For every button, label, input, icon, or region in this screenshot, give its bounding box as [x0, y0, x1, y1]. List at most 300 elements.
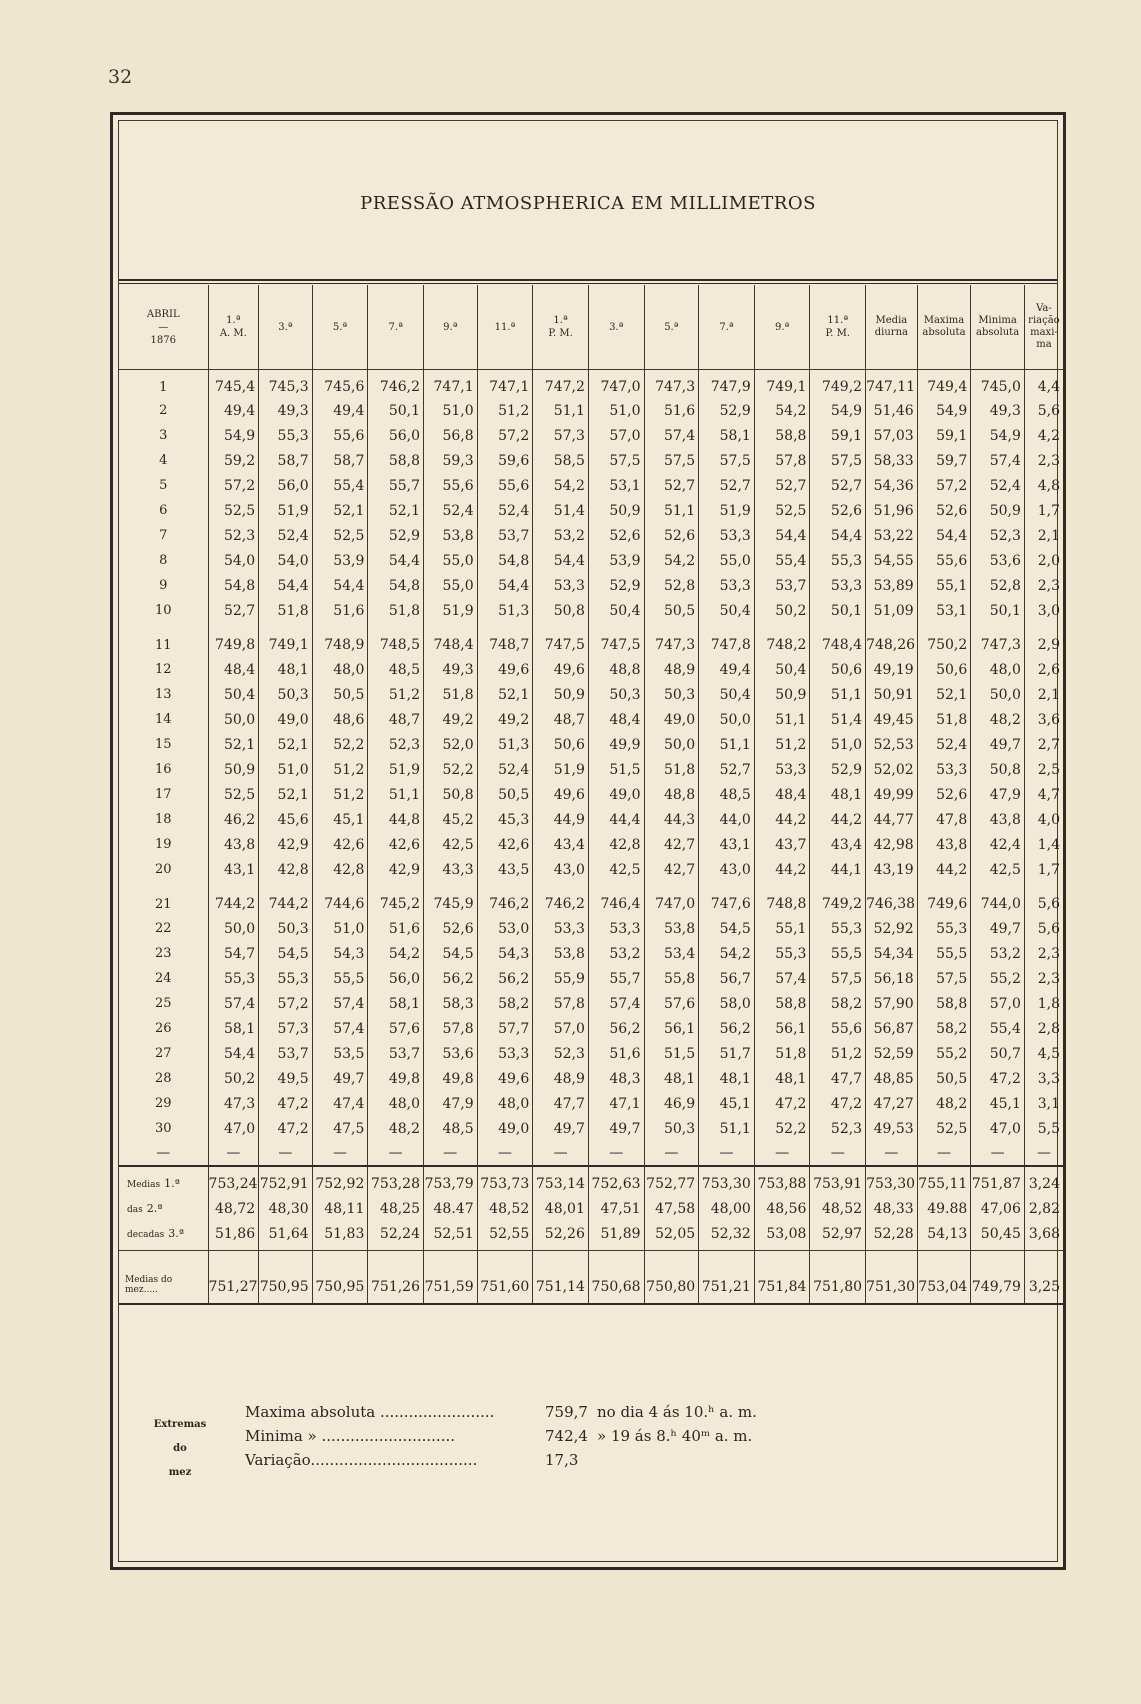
value-cell: 52,1 [208, 732, 259, 757]
value-cell: 53,8 [644, 916, 699, 941]
value-cell: 48,5 [368, 657, 424, 682]
table-row [119, 1116, 1063, 1141]
value-cell: 42,5 [424, 832, 478, 857]
decade-mean-cell: 3,24 [1024, 1166, 1063, 1196]
value-cell: 56,2 [699, 1016, 755, 1041]
value-cell: 745,3 [259, 370, 313, 399]
dash-cell: — [588, 1141, 644, 1166]
value-cell: 50,1 [810, 598, 866, 623]
value-cell: 48,4 [588, 707, 644, 732]
value-cell: 42,6 [368, 832, 424, 857]
value-cell: 747,5 [588, 623, 644, 657]
value-cell: 58,7 [259, 448, 313, 473]
month-mean-cell: 750,95 [312, 1251, 368, 1305]
value-cell: 44,4 [588, 807, 644, 832]
header-1pm [533, 285, 589, 370]
value-cell: 55,0 [699, 548, 755, 573]
value-cell: 5,6 [1024, 882, 1063, 916]
value-cell: 44,1 [810, 857, 866, 882]
value-cell: 52,8 [644, 573, 699, 598]
value-cell: 52,4 [477, 757, 533, 782]
value-cell: 49,0 [588, 782, 644, 807]
value-cell: 52,4 [917, 732, 971, 757]
extreme-var-value: 17,3 [545, 1451, 579, 1469]
value-cell: 50,2 [208, 1066, 259, 1091]
month-mean-label-1: Medias do [125, 1275, 173, 1285]
value-cell: 53,3 [477, 1041, 533, 1066]
value-cell: 56,87 [866, 1016, 918, 1041]
value-cell: 749,1 [259, 623, 313, 657]
value-cell: 57,8 [424, 1016, 478, 1041]
value-cell: 50,6 [533, 732, 589, 757]
value-cell: 53,4 [644, 941, 699, 966]
value-cell: 51,1 [810, 682, 866, 707]
header-media-bottom: diurna [874, 327, 908, 338]
value-cell: 55,9 [533, 966, 589, 991]
table-row [119, 370, 1063, 399]
value-cell: 4,4 [1024, 370, 1063, 399]
value-cell: 47,4 [312, 1091, 368, 1116]
value-cell: 43,0 [699, 857, 755, 882]
value-cell: 53,3 [754, 757, 810, 782]
value-cell: 57,8 [533, 991, 589, 1016]
value-cell: 49,8 [368, 1066, 424, 1091]
dash-cell: — [477, 1141, 533, 1166]
value-cell: 746,2 [533, 882, 589, 916]
value-cell: 53,3 [533, 916, 589, 941]
value-cell: 57,5 [699, 448, 755, 473]
month-mean-cell: 750,68 [588, 1251, 644, 1305]
value-cell: 5,6 [1024, 398, 1063, 423]
value-cell: 47,2 [810, 1091, 866, 1116]
value-cell: 55,6 [917, 548, 971, 573]
value-cell: 49,7 [588, 1116, 644, 1141]
month-mean-label [119, 1251, 208, 1305]
value-cell: 51,1 [368, 782, 424, 807]
value-cell: 55,4 [754, 548, 810, 573]
value-cell: 53,3 [699, 523, 755, 548]
value-cell: 51,1 [699, 1116, 755, 1141]
day-cell: 8 [159, 553, 168, 568]
dash-cell: — [699, 1141, 755, 1166]
value-cell: 57,3 [533, 423, 589, 448]
value-cell: 49,6 [533, 657, 589, 682]
decade-mean-cell: 48,25 [368, 1196, 424, 1221]
header-11pm [810, 285, 866, 370]
value-cell: 55,1 [754, 916, 810, 941]
value-cell: 50,0 [971, 682, 1025, 707]
value-cell: 47,3 [208, 1091, 259, 1116]
value-cell: 56,7 [699, 966, 755, 991]
value-cell: 48,9 [533, 1066, 589, 1091]
value-cell: 42,8 [259, 857, 313, 882]
value-cell: 747,6 [699, 882, 755, 916]
decade-number: 3.ª [168, 1227, 184, 1240]
value-cell: 51,2 [477, 398, 533, 423]
value-cell: 51,1 [699, 732, 755, 757]
value-cell: 50,8 [533, 598, 589, 623]
decade-mean-cell: 48,11 [312, 1196, 368, 1221]
header-1pm-bottom: P. M. [548, 328, 573, 339]
decade-mean-cell: 48,30 [259, 1196, 313, 1221]
month-mean-cell: 3,25 [1024, 1251, 1063, 1305]
value-cell: 47,2 [259, 1116, 313, 1141]
daily-rows [119, 370, 1063, 1142]
value-cell: 50,4 [208, 682, 259, 707]
decade-mean-cell: 752,63 [588, 1166, 644, 1196]
value-cell: 54,5 [424, 941, 478, 966]
header-media [866, 285, 918, 370]
header-1pm-top: 1.ª [553, 315, 568, 326]
value-cell: 50,1 [368, 398, 424, 423]
day-cell: 17 [154, 787, 172, 802]
value-cell: 52,1 [312, 498, 368, 523]
value-cell: 51,6 [368, 916, 424, 941]
month-mean-cell: 751,84 [754, 1251, 810, 1305]
value-cell: 48,6 [312, 707, 368, 732]
value-cell: 747,1 [477, 370, 533, 399]
month-mean-cell: 751,59 [424, 1251, 478, 1305]
header-1am-bottom: A. M. [219, 328, 247, 339]
value-cell: 52,6 [424, 916, 478, 941]
header-5pm: 5.ª [644, 285, 699, 370]
value-cell: 52,7 [208, 598, 259, 623]
header-row [119, 285, 1063, 370]
value-cell: 2,0 [1024, 548, 1063, 573]
dash-cell: — [866, 1141, 918, 1166]
value-cell: 43,0 [533, 857, 589, 882]
value-cell: 58,8 [754, 423, 810, 448]
value-cell: 50,1 [971, 598, 1025, 623]
value-cell: 51,09 [866, 598, 918, 623]
decade-mean-cell: 752,77 [644, 1166, 699, 1196]
value-cell: 50,8 [971, 757, 1025, 782]
value-cell: 42,5 [588, 857, 644, 882]
value-cell: 50,0 [699, 707, 755, 732]
header-variacao [1024, 285, 1063, 370]
day-cell: 28 [154, 1071, 172, 1086]
value-cell: 53,2 [588, 941, 644, 966]
value-cell: 57,5 [810, 448, 866, 473]
value-cell: 50,4 [699, 682, 755, 707]
value-cell: 749,6 [917, 882, 971, 916]
header-year: 1876 [150, 334, 176, 346]
value-cell: 55,5 [312, 966, 368, 991]
value-cell: 52,4 [259, 523, 313, 548]
table-frame [110, 112, 1066, 1570]
value-cell: 57,4 [312, 1016, 368, 1041]
value-cell: 749,2 [810, 882, 866, 916]
value-cell: 45,1 [971, 1091, 1025, 1116]
value-cell: 52,7 [699, 757, 755, 782]
header-dash: — [158, 321, 169, 333]
value-cell: 2,1 [1024, 682, 1063, 707]
value-cell: 749,1 [754, 370, 810, 399]
value-cell: 50,0 [208, 916, 259, 941]
value-cell: 55,6 [477, 473, 533, 498]
value-cell: 748,2 [754, 623, 810, 657]
value-cell: 52,5 [208, 782, 259, 807]
value-cell: 42,5 [971, 857, 1025, 882]
value-cell: 52,1 [259, 732, 313, 757]
value-cell: 49,0 [259, 707, 313, 732]
value-cell: 55,0 [424, 573, 478, 598]
table-row [119, 757, 1063, 782]
value-cell: 45,1 [312, 807, 368, 832]
decade-mean-cell: 753,88 [754, 1166, 810, 1196]
value-cell: 55,3 [259, 966, 313, 991]
value-cell: 52,6 [810, 498, 866, 523]
value-cell: 51,8 [917, 707, 971, 732]
value-cell: 53,3 [588, 916, 644, 941]
value-cell: 51,3 [477, 598, 533, 623]
value-cell: 57,2 [917, 473, 971, 498]
value-cell: 54,2 [533, 473, 589, 498]
value-cell: 58,1 [208, 1016, 259, 1041]
dash-rows [119, 1141, 1063, 1166]
value-cell: 53,3 [917, 757, 971, 782]
value-cell: 52,7 [699, 473, 755, 498]
value-cell: 54,4 [312, 573, 368, 598]
dash-cell: — [424, 1141, 478, 1166]
decade-mean-cell: 50,45 [971, 1221, 1025, 1251]
value-cell: 52,9 [368, 523, 424, 548]
value-cell: 48,8 [644, 782, 699, 807]
value-cell: 59,6 [477, 448, 533, 473]
value-cell: 52,9 [699, 398, 755, 423]
value-cell: 59,1 [917, 423, 971, 448]
value-cell: 53,1 [588, 473, 644, 498]
value-cell: 2,1 [1024, 523, 1063, 548]
value-cell: 49,4 [699, 657, 755, 682]
decade-label-text: das [127, 1205, 143, 1215]
value-cell: 746,2 [368, 370, 424, 399]
value-cell: 47,0 [971, 1116, 1025, 1141]
value-cell: 47,27 [866, 1091, 918, 1116]
value-cell: 44,2 [810, 807, 866, 832]
value-cell: 59,1 [810, 423, 866, 448]
value-cell: 45,1 [699, 1091, 755, 1116]
value-cell: 1,8 [1024, 991, 1063, 1016]
value-cell: 51,2 [368, 682, 424, 707]
value-cell: 48,9 [644, 657, 699, 682]
table-row [119, 1066, 1063, 1091]
month-mean-cell: 751,30 [866, 1251, 918, 1305]
value-cell: 57,0 [588, 423, 644, 448]
value-cell: 747,5 [533, 623, 589, 657]
header-9pm: 9.ª [754, 285, 810, 370]
extremes-label-3: mez [168, 1467, 192, 1478]
title-rule [119, 279, 1057, 281]
value-cell: 57,7 [477, 1016, 533, 1041]
value-cell: 55,3 [810, 548, 866, 573]
value-cell: 48,3 [588, 1066, 644, 1091]
value-cell: 52,1 [477, 682, 533, 707]
value-cell: 49,3 [424, 657, 478, 682]
value-cell: 4,2 [1024, 423, 1063, 448]
value-cell: 745,9 [424, 882, 478, 916]
dash-cell: — [368, 1141, 424, 1166]
day-cell: 29 [154, 1096, 172, 1111]
value-cell: 50,5 [644, 598, 699, 623]
value-cell: 47,8 [917, 807, 971, 832]
value-cell: 55,3 [917, 916, 971, 941]
value-cell: 51,8 [644, 757, 699, 782]
dash-cell: — [119, 1141, 208, 1166]
value-cell: 52,59 [866, 1041, 918, 1066]
value-cell: 42,7 [644, 857, 699, 882]
decade-mean-cell: 49.88 [917, 1196, 971, 1221]
table-row [119, 473, 1063, 498]
value-cell: 50,9 [208, 757, 259, 782]
value-cell: 50,5 [917, 1066, 971, 1091]
value-cell: 58,3 [424, 991, 478, 1016]
header-5am: 5.ª [312, 285, 368, 370]
extremes-label [145, 1413, 215, 1485]
decade-mean-cell: 752,92 [312, 1166, 368, 1196]
table-row [119, 1041, 1063, 1066]
extreme-max-value: 759,7 [545, 1403, 588, 1421]
value-cell: 54,4 [368, 548, 424, 573]
value-cell: 48,1 [699, 1066, 755, 1091]
table-row [119, 916, 1063, 941]
decade-label-cell [119, 1166, 208, 1196]
value-cell: 49,7 [971, 732, 1025, 757]
value-cell: 3,3 [1024, 1066, 1063, 1091]
page-number: 32 [108, 66, 133, 88]
value-cell: 43,7 [754, 832, 810, 857]
value-cell: 52,53 [866, 732, 918, 757]
decade-mean-cell: 48,52 [477, 1196, 533, 1221]
table-row [119, 857, 1063, 882]
value-cell: 49,4 [208, 398, 259, 423]
value-cell: 53,2 [971, 941, 1025, 966]
value-cell: 57,5 [810, 966, 866, 991]
value-cell: 2,8 [1024, 1016, 1063, 1041]
value-cell: 56,2 [588, 1016, 644, 1041]
value-cell: 48,0 [368, 1091, 424, 1116]
value-cell: 49,9 [588, 732, 644, 757]
value-cell: 52,5 [754, 498, 810, 523]
value-cell: 49,2 [424, 707, 478, 732]
decade-mean-cell: 753,28 [368, 1166, 424, 1196]
dash-cell: — [312, 1141, 368, 1166]
decade-mean-cell: 2,82 [1024, 1196, 1063, 1221]
value-cell: 52,6 [644, 523, 699, 548]
value-cell: 53,22 [866, 523, 918, 548]
value-cell: 50,9 [754, 682, 810, 707]
table-row [119, 707, 1063, 732]
day-cell: 30 [154, 1121, 172, 1136]
header-11pm-bottom: P. M. [825, 328, 850, 339]
value-cell: 56,0 [259, 473, 313, 498]
value-cell: 747,8 [699, 623, 755, 657]
value-cell: 57,2 [477, 423, 533, 448]
dash-cell: — [971, 1141, 1025, 1166]
table-row [119, 498, 1063, 523]
value-cell: 57,2 [208, 473, 259, 498]
value-cell: 749,2 [810, 370, 866, 399]
value-cell: 54,8 [477, 548, 533, 573]
value-cell: 57,2 [259, 991, 313, 1016]
value-cell: 43,8 [971, 807, 1025, 832]
header-3pm: 3.ª [588, 285, 644, 370]
value-cell: 56,0 [368, 423, 424, 448]
value-cell: 50,6 [810, 657, 866, 682]
value-cell: 49,8 [424, 1066, 478, 1091]
value-cell: 2,3 [1024, 573, 1063, 598]
day-cell: 2 [159, 403, 168, 418]
day-cell: 12 [154, 662, 172, 677]
value-cell: 52,3 [368, 732, 424, 757]
decade-mean-cell: 52,26 [533, 1221, 589, 1251]
month-mean-cell: 749,79 [971, 1251, 1025, 1305]
value-cell: 749,4 [917, 370, 971, 399]
value-cell: 54,4 [810, 523, 866, 548]
value-cell: 51,4 [533, 498, 589, 523]
value-cell: 50,4 [588, 598, 644, 623]
decade-mean-cell: 52,51 [424, 1221, 478, 1251]
value-cell: 54,2 [754, 398, 810, 423]
dash-cell: — [533, 1141, 589, 1166]
value-cell: 57,4 [312, 991, 368, 1016]
day-cell: 19 [154, 837, 172, 852]
table-row [119, 991, 1063, 1016]
month-mean-label-2: mez..... [125, 1285, 158, 1295]
value-cell: 50,9 [588, 498, 644, 523]
value-cell: 54,4 [754, 523, 810, 548]
decade-mean-cell: 753,24 [208, 1166, 259, 1196]
dash-cell: — [644, 1141, 699, 1166]
value-cell: 46,2 [208, 807, 259, 832]
value-cell: 48,2 [917, 1091, 971, 1116]
value-cell: 745,4 [208, 370, 259, 399]
value-cell: 58,5 [533, 448, 589, 473]
extreme-max-name: Maxima absoluta ........................ [245, 1403, 495, 1421]
value-cell: 51,5 [644, 1041, 699, 1066]
extreme-max-when: no dia 4 ás 10.ʰ a. m. [597, 1403, 757, 1421]
value-cell: 52,2 [424, 757, 478, 782]
value-cell: 52,7 [754, 473, 810, 498]
value-cell: 57,4 [971, 448, 1025, 473]
value-cell: 50,4 [754, 657, 810, 682]
value-cell: 58,8 [917, 991, 971, 1016]
value-cell: 49,3 [259, 398, 313, 423]
value-cell: 51,3 [477, 732, 533, 757]
value-cell: 52,3 [533, 1041, 589, 1066]
table-row [119, 807, 1063, 832]
value-cell: 52,9 [810, 757, 866, 782]
value-cell: 1,4 [1024, 832, 1063, 857]
value-cell: 55,1 [917, 573, 971, 598]
value-cell: 50,9 [533, 682, 589, 707]
decade-label-cell [119, 1221, 208, 1251]
dash-cell: — [208, 1141, 259, 1166]
value-cell: 48,1 [754, 1066, 810, 1091]
value-cell: 52,0 [424, 732, 478, 757]
month-mean-cell: 751,26 [368, 1251, 424, 1305]
value-cell: 57,0 [533, 1016, 589, 1041]
value-cell: 50,6 [917, 657, 971, 682]
value-cell: 53,8 [424, 523, 478, 548]
value-cell: 51,0 [312, 916, 368, 941]
month-mean-cell: 751,80 [810, 1251, 866, 1305]
value-cell: 52,7 [810, 473, 866, 498]
value-cell: 57,8 [754, 448, 810, 473]
header-11am: 11.ª [477, 285, 533, 370]
decade-mean-cell: 52,28 [866, 1221, 918, 1251]
month-means-body [119, 1251, 1063, 1305]
